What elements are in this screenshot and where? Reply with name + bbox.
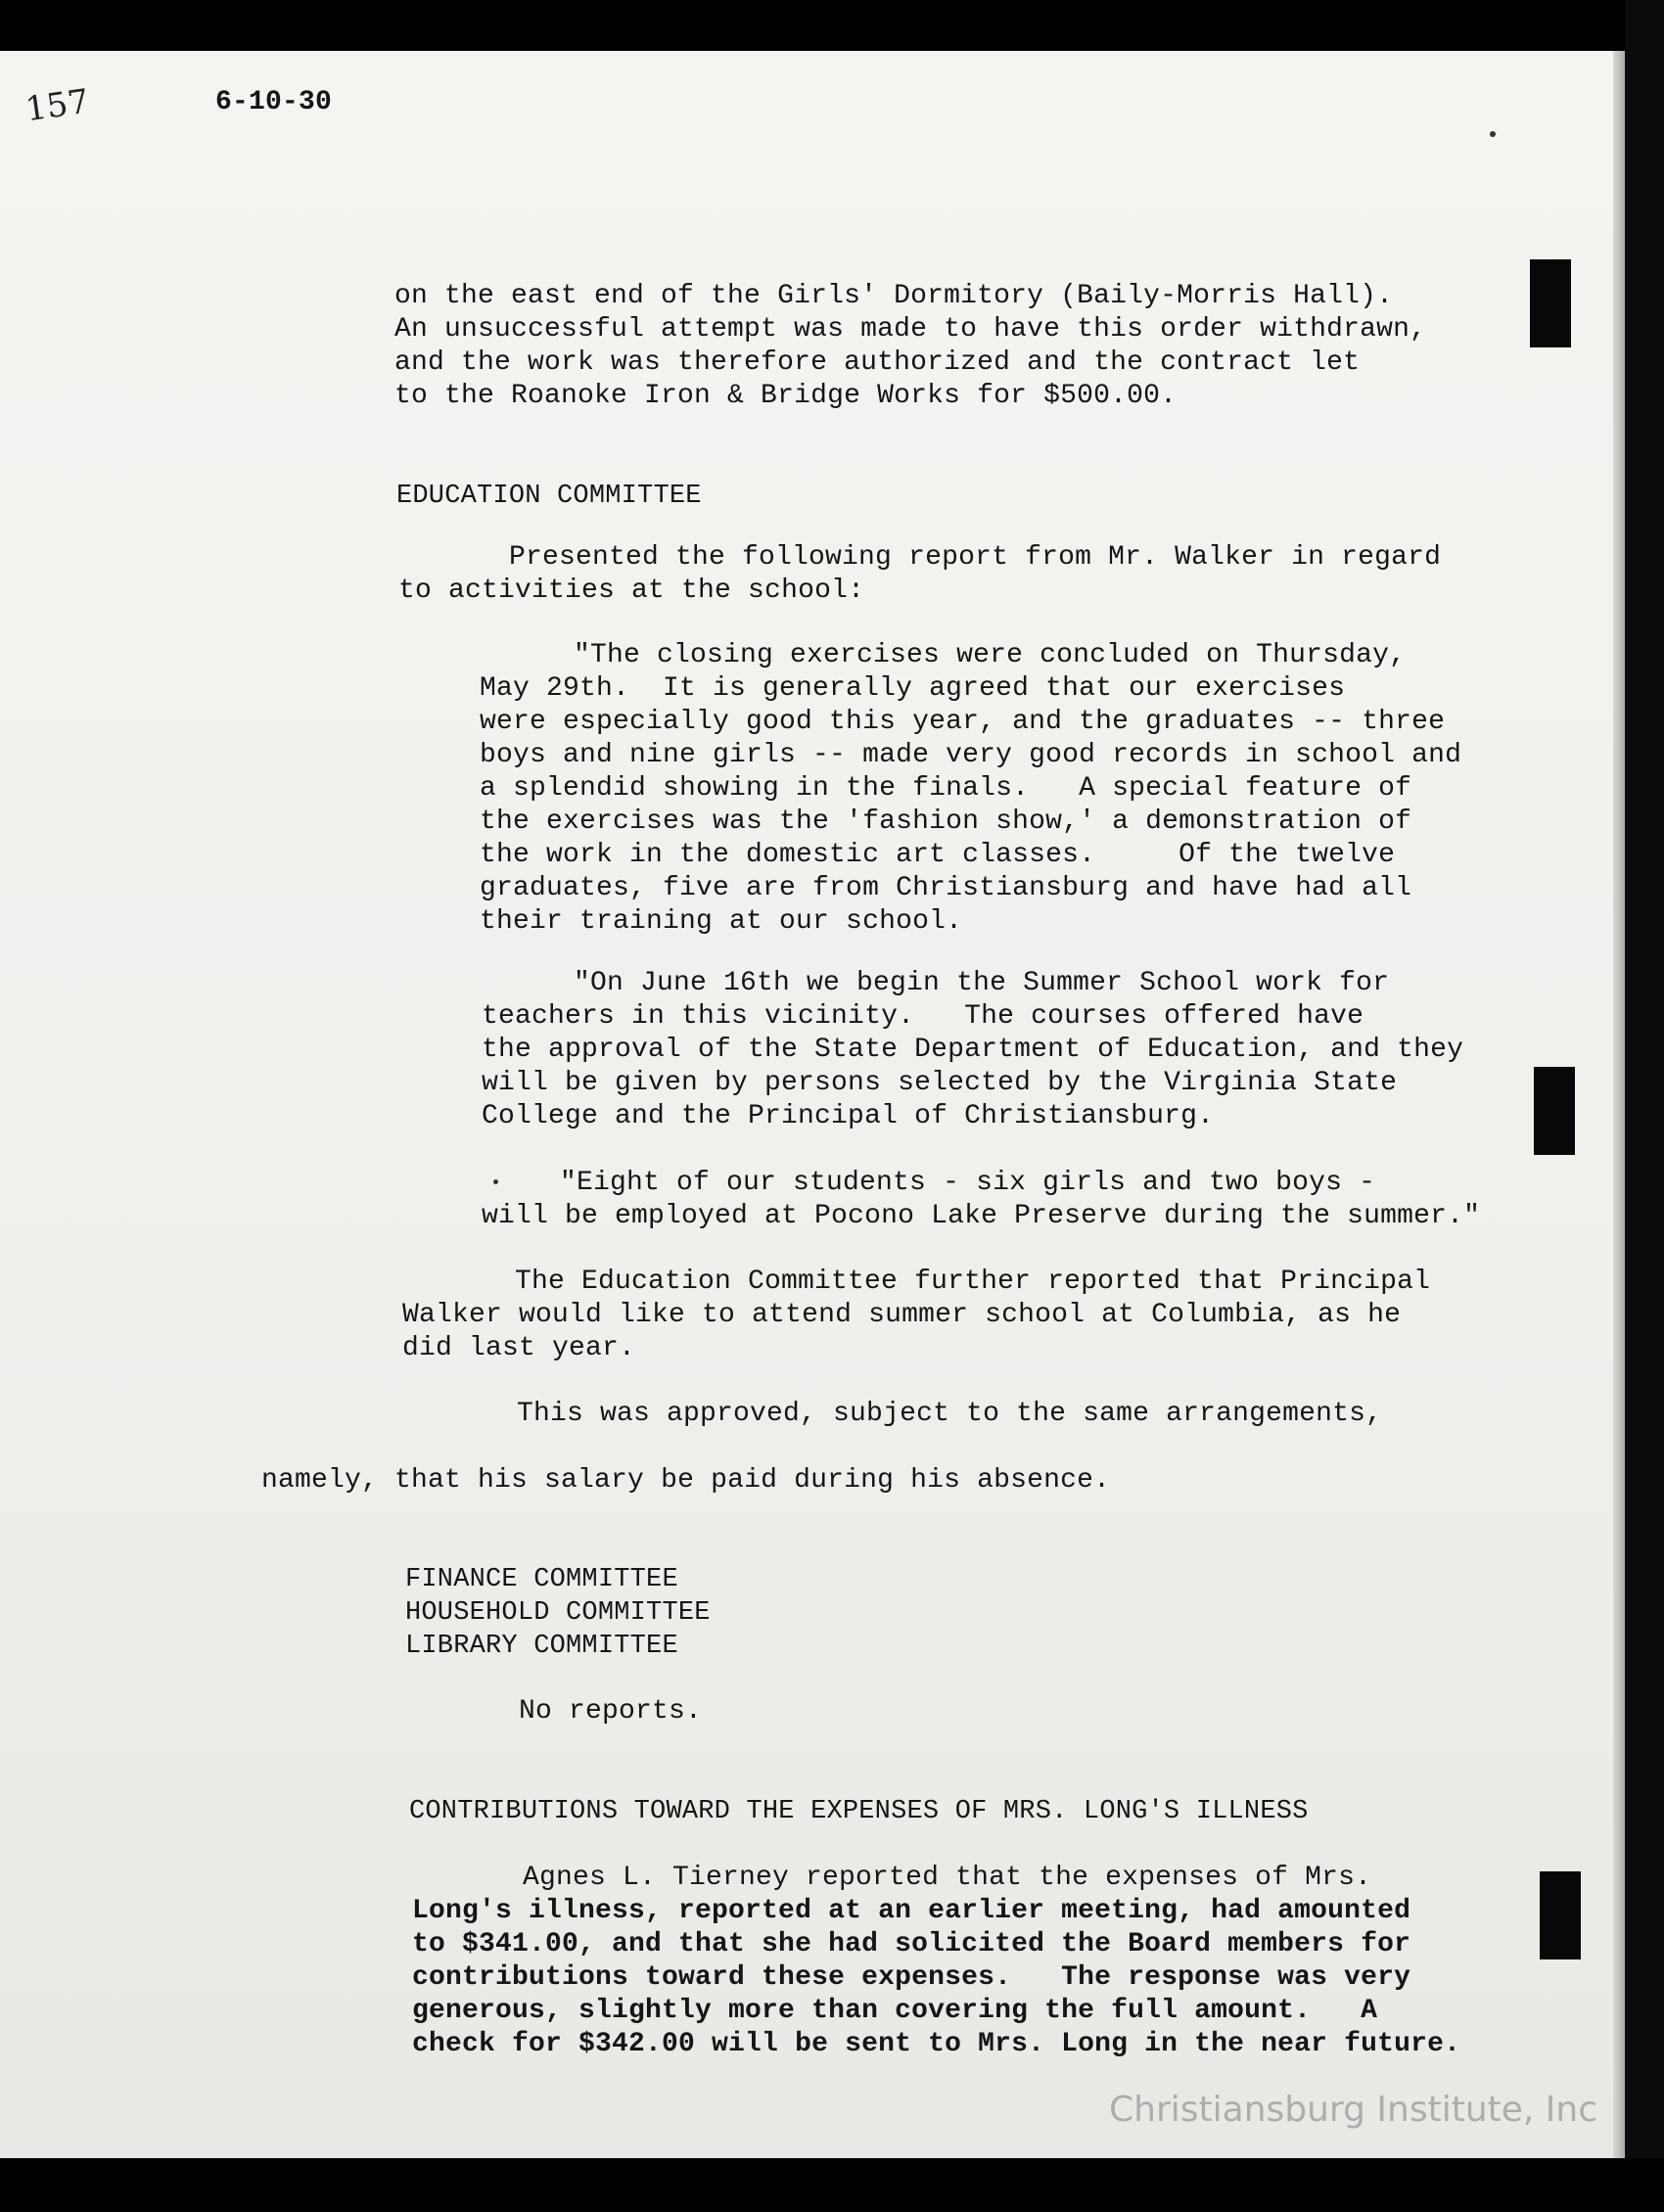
text-line: "Eight of our students - six girls and two boys - <box>560 1168 1376 1198</box>
ink-speck <box>493 1179 498 1184</box>
text-line: "On June 16th we begin the Summer School work for <box>574 968 1390 998</box>
contributions-heading: CONTRIBUTIONS TOWARD THE EXPENSES OF MRS. LONG'S ILLNESS <box>409 1797 1309 1826</box>
education-committee-heading: EDUCATION COMMITTEE <box>396 482 702 511</box>
watermark: Christiansburg Institute, Inc <box>1109 2090 1598 2130</box>
date-stamp: 6-10-30 <box>215 87 333 117</box>
text-line: their training at our school. <box>480 906 963 937</box>
text-line: were especially good this year, and the graduates -- three <box>480 707 1446 737</box>
text-line: will be given by persons selected by the Virginia State <box>482 1068 1398 1098</box>
margin-mark-middle <box>1534 1067 1575 1155</box>
approval-continuation: namely, that his salary be paid during his absence. <box>261 1465 1111 1496</box>
text-line: Walker would like to attend summer school at Columbia, as he <box>402 1300 1402 1330</box>
scan-bottom-border <box>0 2158 1664 2212</box>
text-line: College and the Principal of Christiansburg. <box>482 1101 1215 1131</box>
text-line: the exercises was the 'fashion show,' a demonstration of <box>480 806 1412 837</box>
text-line: to the Roanoke Iron & Bridge Works for $500.00. <box>394 381 1178 411</box>
margin-mark-top <box>1530 259 1571 347</box>
text-line: boys and nine girls -- made very good records in school and <box>480 740 1462 770</box>
text-line: check for $342.00 will be sent to Mrs. Long in the near future. <box>412 2029 1461 2059</box>
text-line: The Education Committee further reported that Principal <box>515 1267 1431 1297</box>
page-edge-shadow <box>1613 51 1625 2158</box>
text-line: the approval of the State Department of Education, and they <box>482 1035 1464 1065</box>
text-line: An unsuccessful attempt was made to have this order withdrawn, <box>394 314 1427 345</box>
text-line: did last year. <box>402 1333 636 1363</box>
text-line: to activities at the school: <box>398 576 865 606</box>
text-line: Presented the following report from Mr. Walker in regard <box>509 542 1442 573</box>
committee-heading: LIBRARY COMMITTEE <box>405 1632 678 1661</box>
approval-line: This was approved, subject to the same arrangements, <box>517 1399 1383 1429</box>
text-line: a splendid showing in the finals. A special feature of <box>480 773 1412 804</box>
no-reports-note: No reports. <box>519 1696 703 1727</box>
text-line: teachers in this vicinity. The courses offered have <box>482 1001 1364 1032</box>
text-line: Long's illness, reported at an earlier meeting, had amounted <box>412 1896 1411 1926</box>
text-line: generous, slightly more than covering the full amount. A <box>412 1996 1378 2026</box>
committee-heading: FINANCE COMMITTEE <box>405 1565 678 1594</box>
scan-top-border <box>0 0 1664 51</box>
text-line: on the east end of the Girls' Dormitory (Baily-Morris Hall). <box>394 281 1394 311</box>
text-line: contributions toward these expenses. The response was very <box>412 1962 1411 1993</box>
text-line: to $341.00, and that she had solicited the Board members for <box>412 1929 1411 1959</box>
text-line: "The closing exercises were concluded on Thursday, <box>574 640 1407 670</box>
margin-mark-bottom <box>1540 1871 1581 1959</box>
committee-heading: HOUSEHOLD COMMITTEE <box>405 1598 711 1628</box>
text-line: will be employed at Pocono Lake Preserve during the summer." <box>482 1201 1481 1231</box>
text-line: graduates, five are from Christiansburg and have had all <box>480 873 1412 903</box>
text-line: the work in the domestic art classes. Of the twelve <box>480 840 1396 870</box>
text-line: Agnes L. Tierney reported that the expenses of Mrs. <box>523 1863 1372 1893</box>
text-line: May 29th. It is generally agreed that our exercises <box>480 673 1346 704</box>
handwritten-page-number: 157 <box>23 81 92 130</box>
ink-speck <box>1490 131 1496 137</box>
text-line: and the work was therefore authorized and the contract let <box>394 347 1361 378</box>
scan-right-border <box>1625 0 1664 2212</box>
